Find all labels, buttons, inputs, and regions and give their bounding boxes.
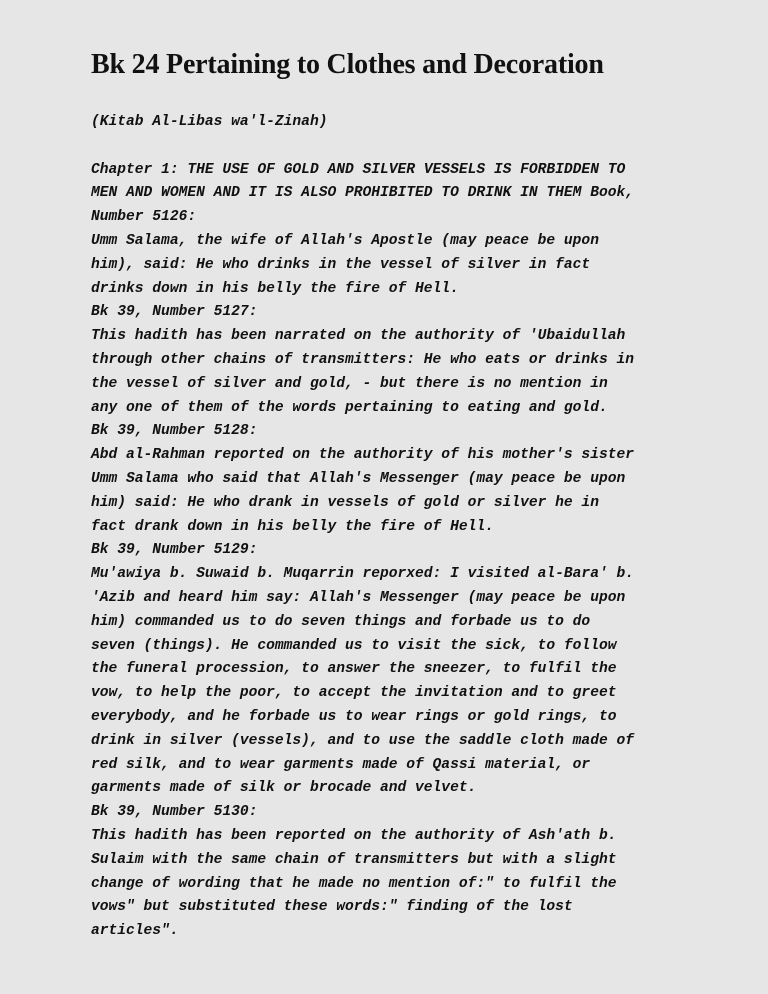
blank-line xyxy=(91,135,741,159)
text-line: Bk 39, Number 5128: xyxy=(91,423,258,440)
text-line: Abd al-Rahman reported on the authority of his mother's sister xyxy=(91,447,634,464)
text-line: Bk 39, Number 5129: xyxy=(91,542,258,559)
text-line: Chapter 1: THE USE OF GOLD AND SILVER VESSELS IS FORBIDDEN TO xyxy=(91,161,626,178)
text-line: him) said: He who drank in vessels of gold or silver he in xyxy=(91,494,599,511)
text-line: any one of them of the words pertaining to eating and gold. xyxy=(91,399,608,416)
text-line: 'Azib and heard him say: Allah's Messenger (may peace be upon xyxy=(91,589,626,606)
subtitle: (Kitab Al-Libas wa'l-Zinah) xyxy=(91,114,328,130)
text-line: seven (things). He commanded us to visit the sick, to follow xyxy=(91,637,617,654)
text-line: Number 5126: xyxy=(91,209,197,226)
text-line: fact drank down in his belly the fire of Hell. xyxy=(91,518,494,535)
text-line: Bk 39, Number 5127: xyxy=(91,304,258,321)
text-line: him) commanded us to do seven things and forbade us to do xyxy=(91,613,591,630)
text-line: everybody, and he forbade us to wear rings or gold rings, to xyxy=(91,708,617,725)
text-line: the vessel of silver and gold, - but there is no mention in xyxy=(91,375,608,392)
page-title: Bk 24 Pertaining to Clothes and Decoration xyxy=(91,49,604,80)
text-line: Bk 39, Number 5130: xyxy=(91,804,258,821)
text-line: This hadith has been narrated on the authority of 'Ubaidullah xyxy=(91,328,626,345)
text-line: Mu'awiya b. Suwaid b. Muqarrin reporxed: I visited al-Bara' b. xyxy=(91,566,634,583)
text-line: garments made of silk or brocade and velvet. xyxy=(91,780,477,797)
text-line: articles". xyxy=(91,923,179,940)
text-line: change of wording that he made no mention of:" to fulfil the xyxy=(91,875,617,892)
text-line: Umm Salama who said that Allah's Messenger (may peace be upon xyxy=(91,470,626,487)
text-line: him), said: He who drinks in the vessel of silver in fact xyxy=(91,256,591,273)
text-lines xyxy=(91,159,741,944)
text-line: vow, to help the poor, to accept the invitation and to greet xyxy=(91,685,617,702)
text-line: red silk, and to wear garments made of Qassi material, or xyxy=(91,756,591,773)
document-body xyxy=(91,111,741,944)
text-line: the funeral procession, to answer the sneezer, to fulfil the xyxy=(91,661,617,678)
text-line: drink in silver (vessels), and to use the saddle cloth made of xyxy=(91,732,634,749)
text-line: This hadith has been reported on the authority of Ash'ath b. xyxy=(91,827,617,844)
text-line: Umm Salama, the wife of Allah's Apostle (may peace be upon xyxy=(91,232,599,249)
text-line: drinks down in his belly the fire of Hell. xyxy=(91,280,459,297)
text-line: Sulaim with the same chain of transmitters but with a slight xyxy=(91,851,617,868)
text-line: MEN AND WOMEN AND IT IS ALSO PROHIBITED TO DRINK IN THEM Book, xyxy=(91,185,634,202)
text-line: through other chains of transmitters: He who eats or drinks in xyxy=(91,351,634,368)
text-line: vows" but substituted these words:" finding of the lost xyxy=(91,899,573,916)
